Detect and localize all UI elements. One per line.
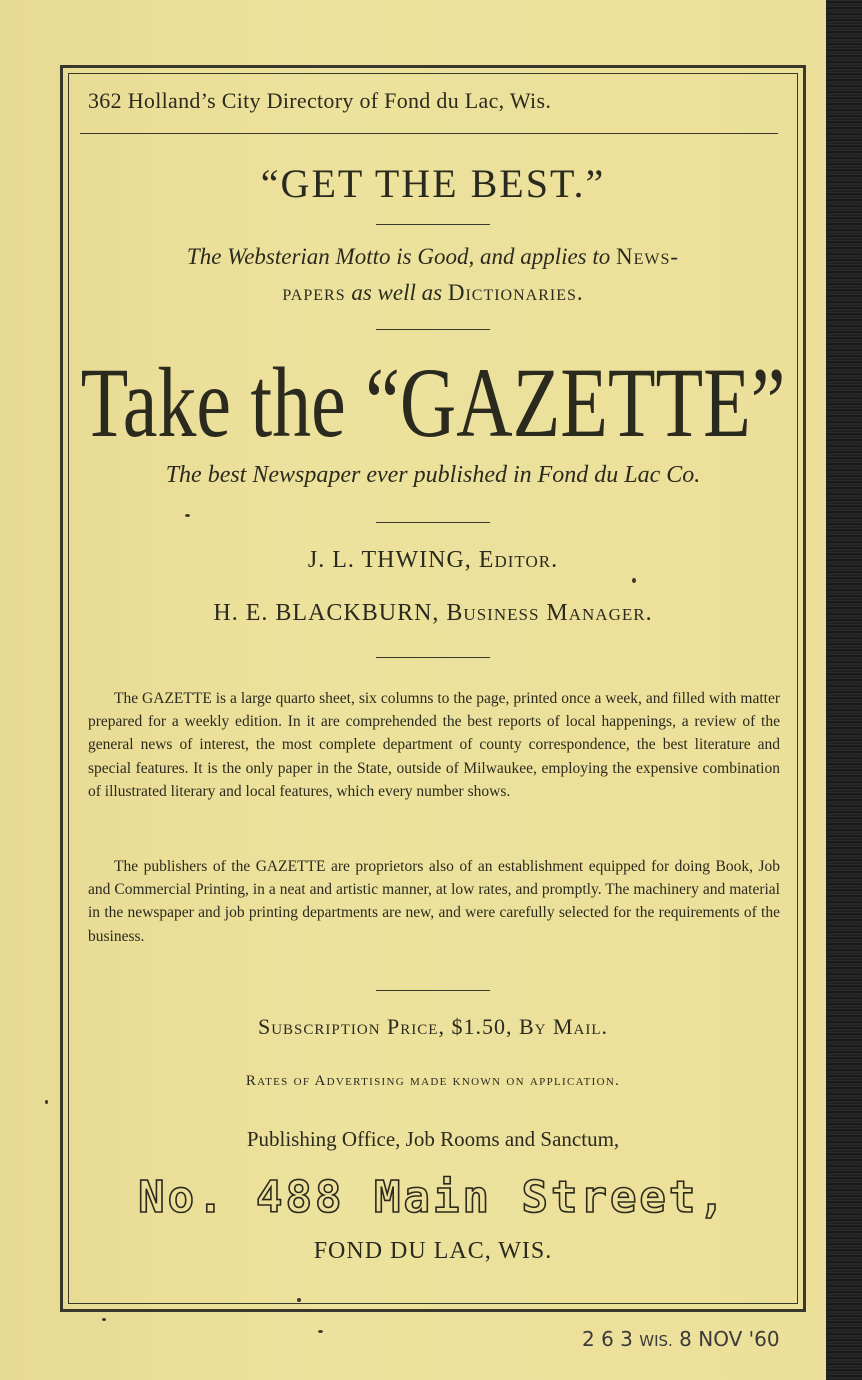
- book-spine-edge: [826, 0, 862, 1380]
- divider-rule: [376, 657, 490, 658]
- divider-rule: [376, 522, 490, 523]
- stamp-date: 8 NOV '60: [679, 1327, 780, 1351]
- city-line: FOND DU LAC, WIS.: [313, 1238, 553, 1264]
- stamp-library: WIS.: [639, 1332, 673, 1350]
- divider-rule: [376, 990, 490, 991]
- masthead: Take the “GAZETTE”: [80, 346, 786, 458]
- body-paragraph-1: The GAZETTE is a large quarto sheet, six columns to the page, printed once a week, and filled with matter prepared for a weekly edition. In it are comprehended the best reports of local happenings, a review of the general news of interest, the most complete department of county correspondence, the best literature and special features. It is the only paper in the State, outside of Milwaukee, employing the expensive combination of illustrated literary and local features, which every number shows.: [88, 690, 780, 800]
- divider-rule: [376, 329, 490, 330]
- motto-caps-2b: Dictionaries.: [447, 280, 584, 305]
- advertising-rates: Rates of Advertising made known on application.: [245, 1073, 621, 1089]
- motto-caps-2a: papers: [282, 280, 346, 305]
- headline: “GET THE BEST.”: [260, 161, 606, 206]
- editor-title: Editor.: [478, 547, 559, 573]
- motto-caps-1: News-: [616, 244, 680, 269]
- editor-line: [68, 547, 798, 574]
- library-date-stamp: [582, 1327, 780, 1351]
- motto-line-1: [68, 244, 798, 270]
- tagline: The best Newspaper ever published in Fond du Lac Co.: [165, 462, 701, 488]
- manager-name: H. E. BLACKBURN,: [213, 600, 440, 626]
- running-head: 362 Holland’s City Directory of Fond du Lac, Wis.: [88, 88, 552, 113]
- publishing-office: Publishing Office, Job Rooms and Sanctum,: [246, 1127, 620, 1151]
- ink-speck: [45, 1100, 48, 1104]
- stamp-number: 2 6 3: [582, 1327, 633, 1351]
- manager-title: Business Manager.: [446, 600, 653, 626]
- motto-italic-1: The Websterian Motto is Good, and applies to: [186, 244, 611, 269]
- ink-speck: [102, 1318, 106, 1321]
- ink-speck: [185, 514, 190, 517]
- ink-speck: [297, 1298, 301, 1302]
- ink-speck: [318, 1330, 323, 1333]
- header-rule: [80, 133, 778, 134]
- motto-italic-2: as well as: [351, 280, 443, 305]
- ink-speck: [632, 578, 636, 583]
- street-address: No. 488 Main Street,: [138, 1172, 728, 1223]
- divider-rule: [376, 224, 490, 225]
- body-paragraph-2: The publishers of the GAZETTE are proprietors also of an establishment equipped for doing Book, Job and Commercial Printing, in a neat and artistic manner, at low rates, and promptly. The machinery and material in the newspaper and job printing departments are new, and were carefully selected for the requirements of the business.: [88, 858, 780, 945]
- motto-line-2: [68, 280, 798, 306]
- subscription-price: Subscription Price, $1.50, By Mail.: [257, 1014, 609, 1039]
- manager-line: [68, 600, 798, 627]
- editor-name: J. L. THWING,: [307, 547, 472, 573]
